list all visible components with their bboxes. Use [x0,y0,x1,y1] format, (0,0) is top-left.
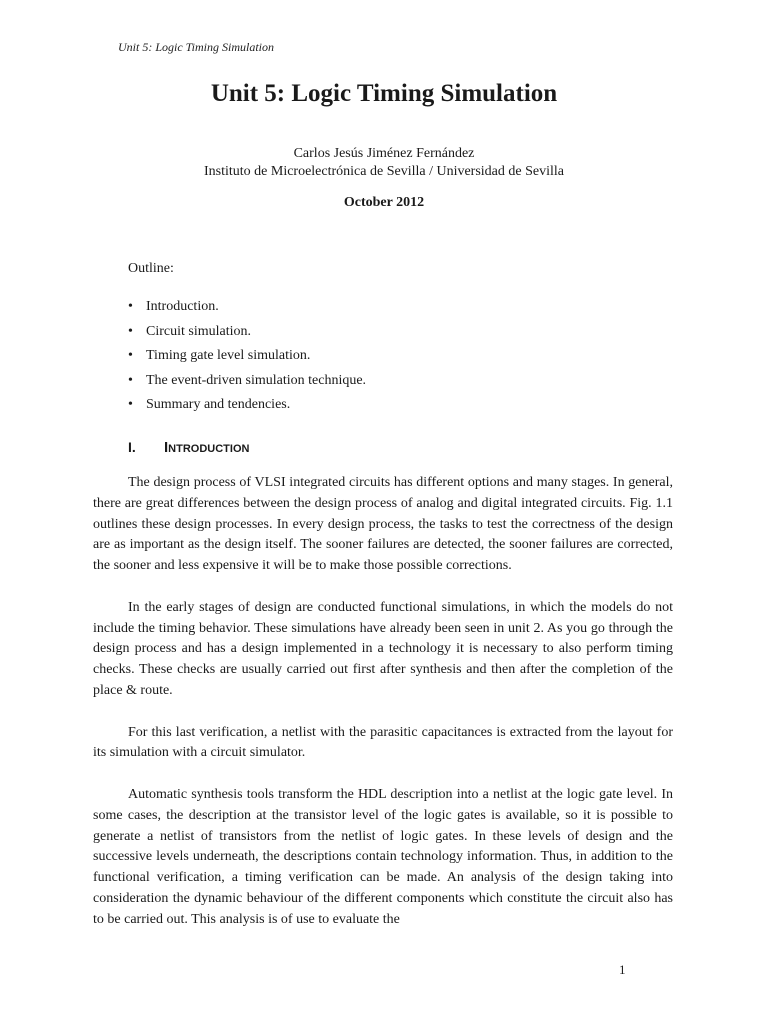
bullet-icon: • [128,323,133,339]
document-date: October 2012 [343,195,425,210]
section-number: I. [128,439,136,455]
outline-item-text: Circuit simulation. [146,323,251,339]
outline-item-text: Timing gate level simulation. [146,348,311,363]
bullet-icon: • [128,348,133,363]
section-heading [128,439,249,456]
outline-item [128,297,366,322]
page-number: 1 [619,962,626,977]
outline-item-text: Summary and tendencies. [146,397,291,412]
bullet-icon: • [128,397,133,412]
outline-item [128,346,366,371]
author-block [0,145,768,181]
outline-item-text: Introduction. [146,299,219,314]
bullet-icon: • [128,299,133,314]
section-title-initial: I [164,439,169,456]
outline-label: Outline: [128,261,174,276]
section-title-rest: NTRODUCTION [168,443,250,455]
paragraph: Automatic synthesis tools transform the HDL description into a netlist at the logic gate level. In some cases, the description at the transistor level of the logic gates is available, so it is possible to generate a netlist of transistors from the netlist of logic gates. In these levels of design and the successive levels underneath, the descriptions contain technology information. Thus, in addition to the functional verification, a timing verification can be made. An analysis of the design taking into consideration the dynamic behaviour of the different components which constitute the circuit also has to be carried out. This analysis is of use to evaluate the [93,786,673,927]
page-title: Unit 5: Logic Timing Simulation [210,80,558,107]
outline-list [128,297,366,420]
author-name: Carlos Jesús Jiménez Fernández [293,146,475,161]
outline-item [128,322,366,347]
outline-item [128,371,366,396]
paragraph: In the early stages of design are conducted functional simulations, in which the models do not include the timing behavior. These simulations have already been seen in unit 2. As you go through the design process and has a design implemented in a technology it is necessary to also perform timing checks. These checks are usually carried out first after synthesis and then after the completion of the place & route. [93,599,673,698]
bullet-icon: • [128,372,133,388]
body-text [93,473,673,951]
running-header: Unit 5: Logic Timing Simulation [118,40,275,54]
paragraph: The design process of VLSI integrated circuits has different options and many stages. In general, there are great differences between the design process of analog and digital integrated circuits. Fig. 1.1 outlines these design processes. In every design process, the tasks to test the correctness of the design are as important as the design itself. The sooner failures are detected, the sooner failures are corrected, the sooner and less expensive it will be to make those possible corrections. [93,475,673,574]
author-affiliation: Instituto de Microelectrónica de Sevilla / Universidad de Sevilla [203,164,564,179]
outline-item [128,395,366,420]
paragraph: For this last verification, a netlist with the parasitic capacitances is extracted from the layout for its simulation with a circuit simulator. [93,724,673,761]
outline-item-text: The event-driven simulation technique. [146,372,367,388]
